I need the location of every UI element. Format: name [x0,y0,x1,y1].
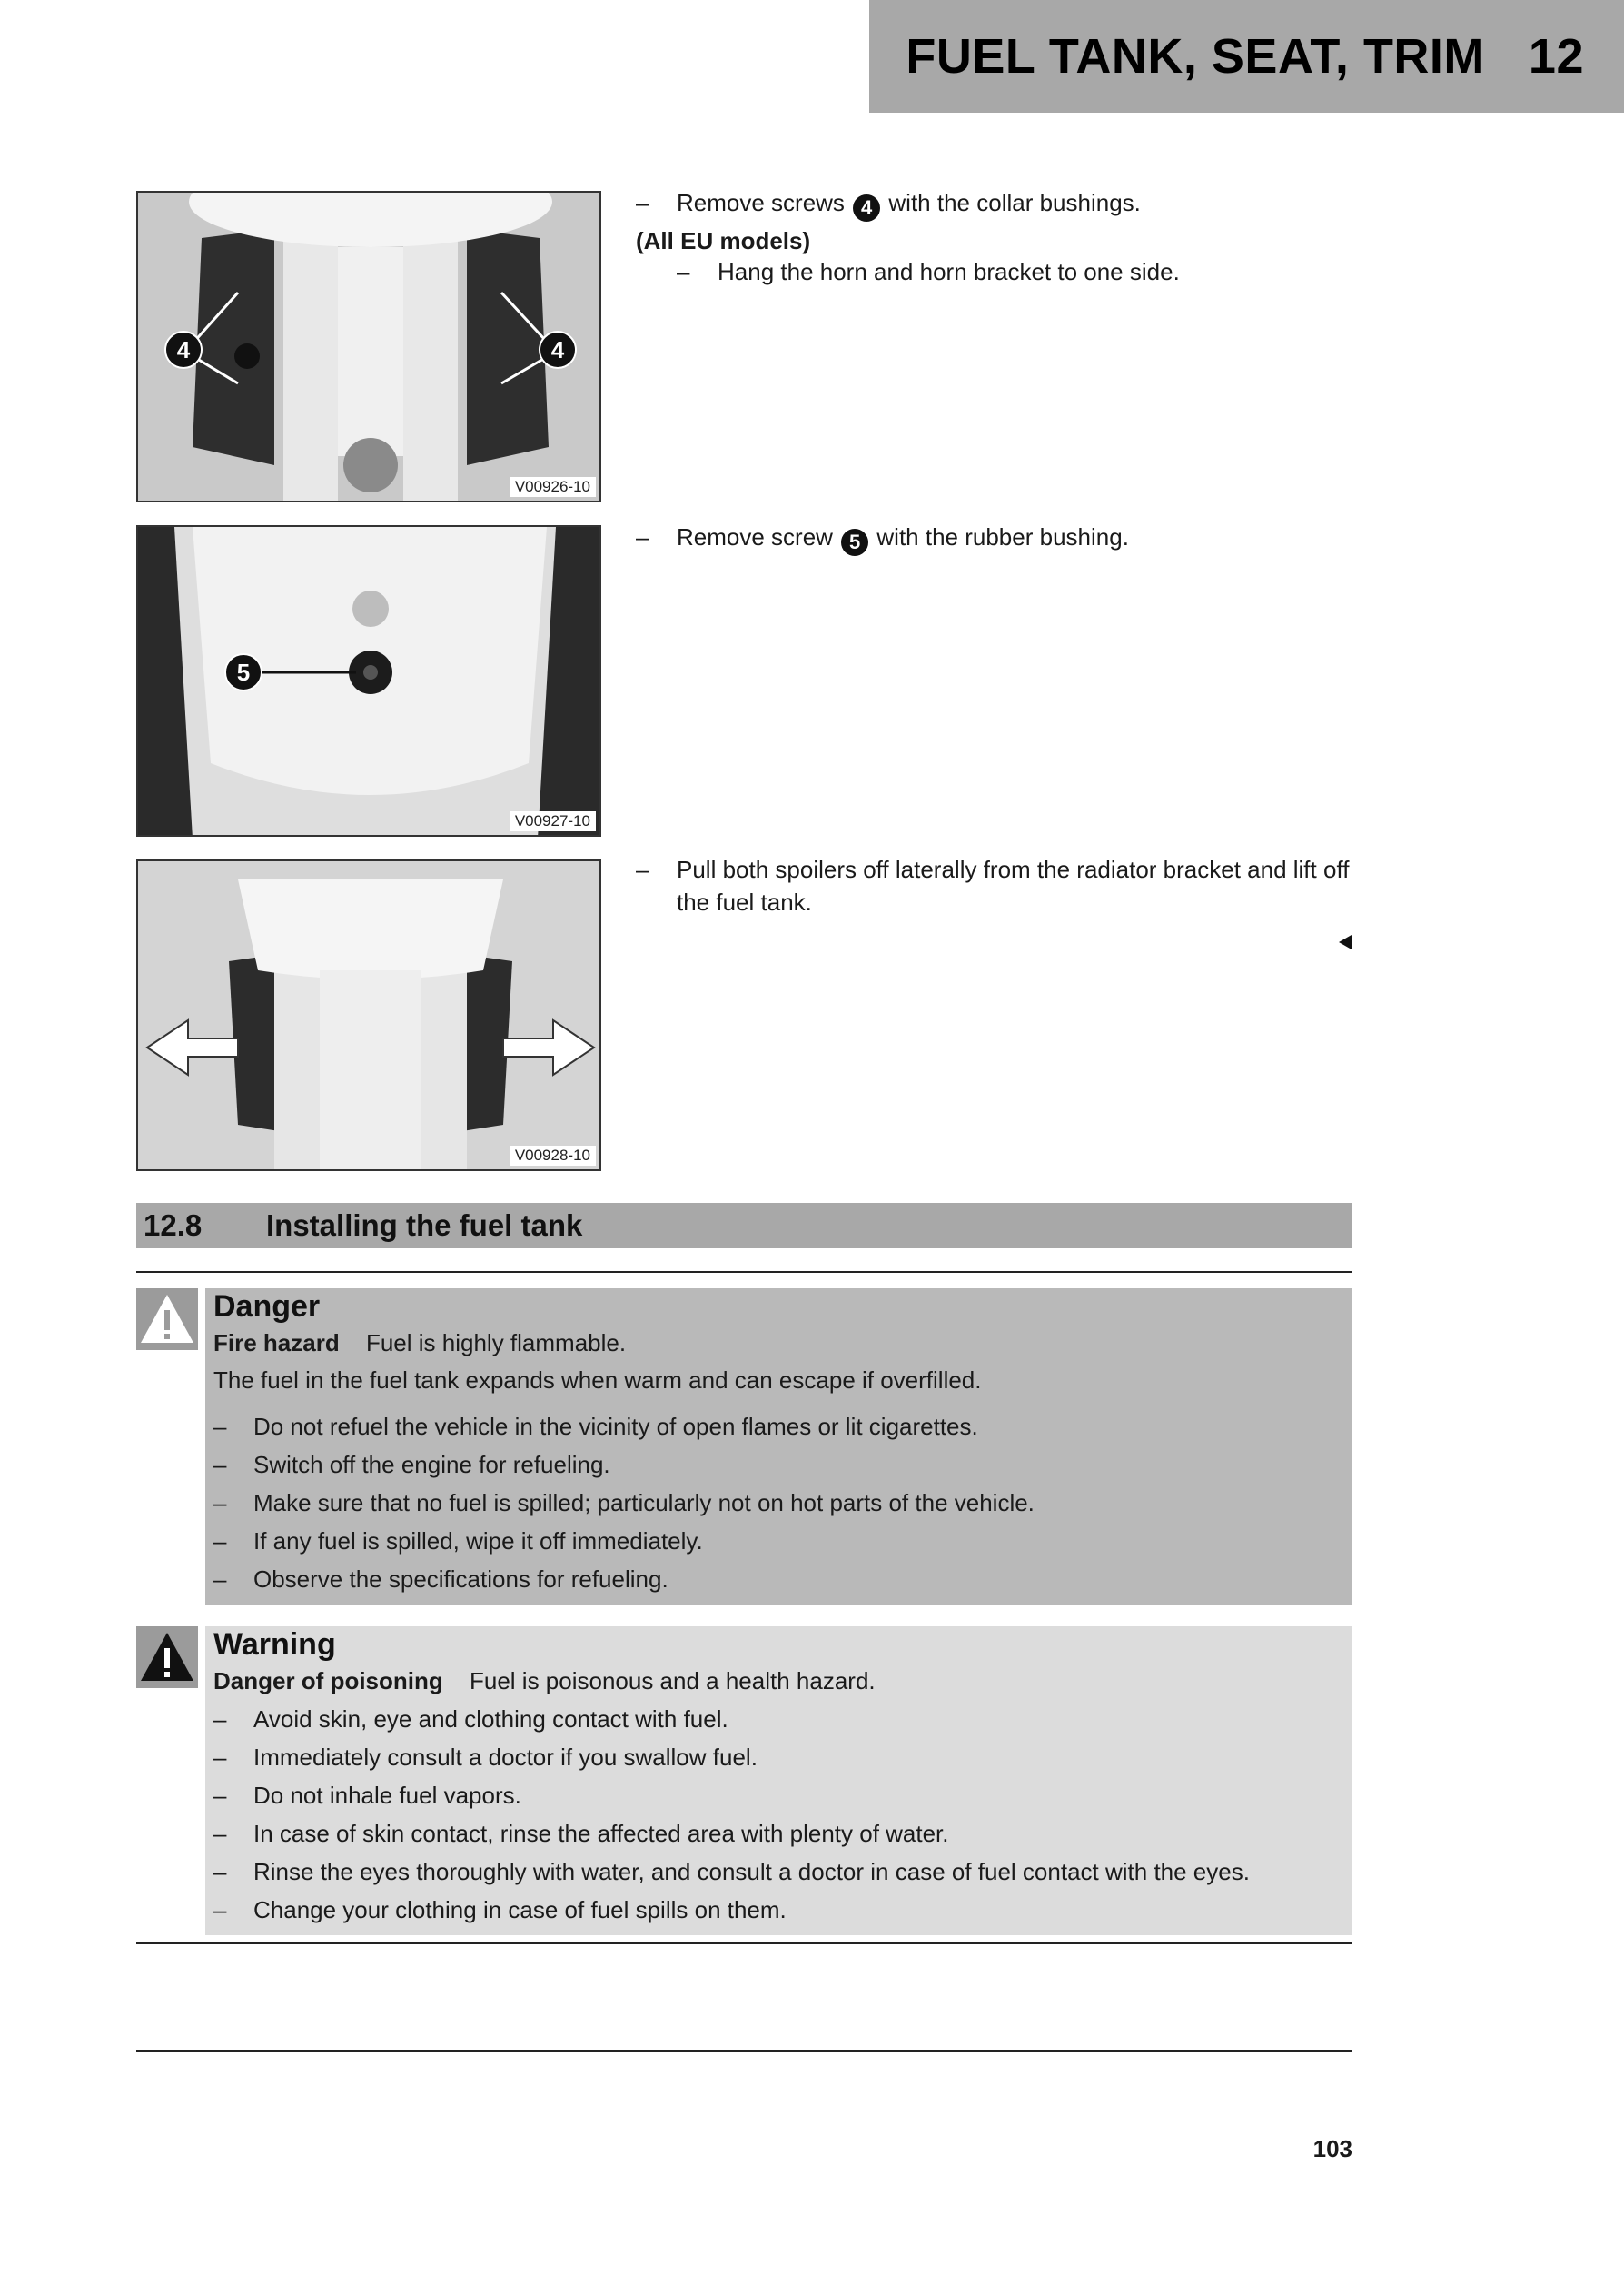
warning-hazard-text: Fuel is poisonous and a health hazard. [470,1667,876,1694]
warning-hazard-label: Danger of poisoning [213,1667,443,1694]
section-number: 12.8 [144,1208,203,1242]
danger-description: The fuel in the fuel tank expands when warm and can escape if overfilled. [213,1366,982,1394]
figure-1-illustration [138,193,601,502]
list-item: – Rinse the eyes thoroughly with water, and consult a doctor in case of fuel contact with the eyes. [213,1858,1250,1885]
callout-5: 5 [236,659,251,686]
figure-code: V00928-10 [510,1146,596,1166]
list-item: – Immediately consult a doctor if you swallow fuel. [213,1744,758,1771]
end-of-procedure-icon [1339,935,1352,949]
eu-models-label: (All EU models) [636,227,811,254]
list-item: – Do not refuel the vehicle in the vicinity of open flames or lit cigarettes. [213,1413,978,1440]
section-title: Installing the fuel tank [266,1208,583,1242]
list-item: – Observe the specifications for refueling. [213,1565,668,1593]
step-remove-screw-5: – Remove screw 5 with the rubber bushing. [636,521,1353,556]
figure-2-illustration [138,527,601,837]
chapter-header [869,0,1624,113]
figure-spoilers [136,859,601,1171]
figure-code: V00926-10 [510,477,596,497]
callout-4-right: 4 [550,336,565,363]
figure-screw-5 [136,525,601,837]
danger-box [205,1288,1352,1605]
danger-hazard-text: Fuel is highly flammable. [365,1329,627,1356]
step-remove-screws: – Remove screws 4 with the collar bushings. [636,186,1353,222]
divider [136,1942,1352,1944]
list-item: – Avoid skin, eye and clothing contact with fuel. [213,1705,728,1733]
list-item: – Make sure that no fuel is spilled; particularly not on hot parts of the vehicle. [213,1489,1035,1516]
callout-badge-5: 5 [841,529,868,556]
danger-warning-icon [136,1288,198,1350]
warning-hazard-line [213,1664,1340,1697]
list-item: – In case of skin contact, rinse the affected area with plenty of water. [213,1820,949,1847]
list-item: – Change your clothing in case of fuel spills on them. [213,1896,787,1923]
list-item: – If any fuel is spilled, wipe it off immediately. [213,1527,703,1555]
warning-box [205,1626,1352,1935]
figure-3-illustration [138,861,601,1171]
page-number: 103 [1312,2135,1352,2162]
section-heading [136,1203,1352,1248]
warning-icon [136,1626,198,1688]
list-item: – Do not inhale fuel vapors. [213,1782,521,1809]
danger-hazard-line [213,1326,1340,1359]
chapter-title: FUEL TANK, SEAT, TRIM [906,29,1485,84]
callout-badge-4: 4 [853,194,880,222]
footer-divider [136,2050,1352,2052]
figure-code: V00927-10 [510,811,596,831]
step-pull-spoilers: – Pull both spoilers off laterally from the radiator bracket and lift off the fuel tank. [636,856,1350,916]
warning-title: Warning [213,1627,336,1662]
callout-4-left: 4 [176,336,191,363]
divider [136,1271,1352,1273]
figure-screws-4 [136,191,601,502]
list-item: – Switch off the engine for refueling. [213,1451,610,1478]
chapter-number: 12 [1528,29,1584,84]
danger-title: Danger [213,1289,321,1324]
step-hang-horn: – Hang the horn and horn bracket to one side. [677,258,1180,285]
danger-hazard-label: Fire hazard [213,1329,340,1356]
